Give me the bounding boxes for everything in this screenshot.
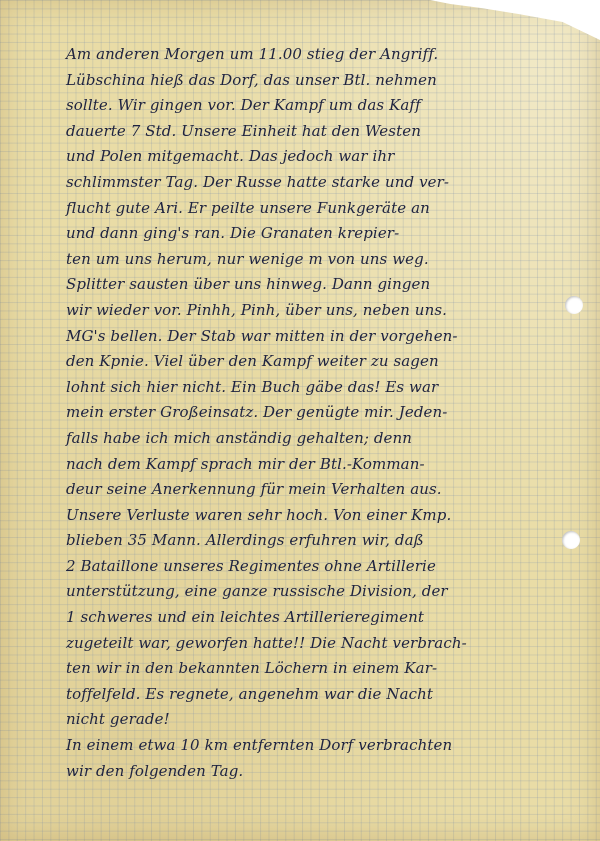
text-line: ten wir in den bekannten Löchern in einem Kar-: [66, 659, 438, 678]
text-line: wir wieder vor. Pinhh, Pinh, über uns, neben uns.: [66, 300, 447, 319]
text-line: lohnt sich hier nicht. Ein Buch gäbe das! Es war: [66, 377, 439, 396]
text-line: Lübschina hieß das Dorf, das unser Btl. nehmen: [66, 70, 437, 89]
text-line: deur seine Anerkennung für mein Verhalten aus.: [66, 480, 442, 499]
text-line: nicht gerade!: [66, 710, 170, 729]
text-line: falls habe ich mich anständig gehalten; denn: [66, 428, 413, 447]
text-line: Splitter sausten über uns hinweg. Dann gingen: [66, 275, 431, 294]
text-line: toffelfeld. Es regnete, angenehm war die Nacht: [66, 684, 434, 703]
text-line: mein erster Großeinsatz. Der genügte mir. Jeden-: [66, 403, 448, 422]
text-line: flucht gute Ari. Er peilte unsere Funkgeräte an: [66, 198, 430, 217]
text-line: Unsere Verluste waren sehr hoch. Von einer Kmp.: [66, 505, 452, 524]
text-line: und Polen mitgemacht. Das jedoch war ihr: [66, 147, 395, 166]
text-line: ten um uns herum, nur wenige m von uns weg.: [66, 249, 429, 268]
text-line: sollte. Wir gingen vor. Der Kampf um das Kaff: [66, 96, 421, 115]
text-line: unterstützung, eine ganze russische Division, der: [66, 582, 448, 601]
text-line: 1 schweres und ein leichtes Artillerieregiment: [66, 608, 424, 627]
text-line: den Kpnie. Viel über den Kampf weiter zu sagen: [66, 352, 439, 371]
text-line: dauerte 7 Std. Unsere Einheit hat den Westen: [66, 121, 421, 140]
text-line: und dann ging's ran. Die Granaten krepier-: [66, 224, 400, 243]
text-line: nach dem Kampf sprach mir der Btl.-Komman-: [66, 454, 425, 473]
text-line: Am anderen Morgen um 11.00 stieg der Angriff.: [66, 45, 439, 63]
text-line: zugeteilt war, geworfen hatte!! Die Nacht verbrach-: [66, 633, 467, 652]
text-line: blieben 35 Mann. Allerdings erfuhren wir, daß: [66, 531, 424, 550]
text-line: schlimmster Tag. Der Russe hatte starke und ver-: [66, 172, 450, 191]
handwritten-text: [66, 42, 576, 784]
torn-corner: [430, 0, 600, 40]
text-line: wir den folgenden Tag.: [66, 761, 244, 780]
text-line: 2 Bataillone unseres Regimentes ohne Artillerie: [66, 556, 436, 575]
text-line: In einem etwa 10 km entfernten Dorf verbrachten: [66, 736, 453, 755]
text-line: MG's bellen. Der Stab war mitten in der vorgehen-: [66, 326, 458, 345]
